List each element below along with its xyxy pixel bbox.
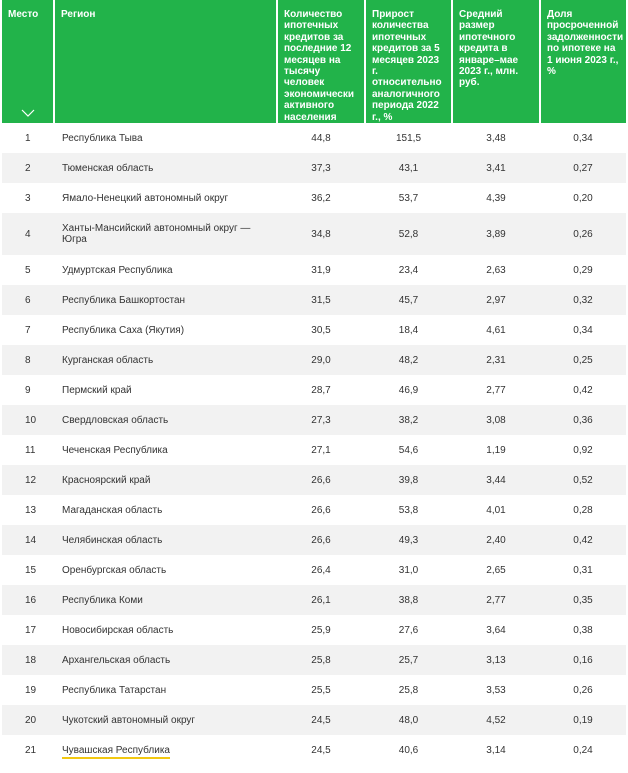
overdue-cell-text: 0,16 (573, 654, 593, 666)
overdue-cell-text: 0,92 (573, 444, 593, 456)
loans-cell (277, 435, 365, 465)
loans-cell-text: 34,8 (311, 228, 331, 240)
rank-cell (2, 675, 54, 705)
avg-size-cell-text: 2,77 (486, 594, 506, 606)
region-cell (54, 525, 277, 555)
growth-cell-text: 48,0 (398, 714, 419, 726)
avg-size-cell (452, 405, 540, 435)
rank-cell (2, 405, 54, 435)
table-row (2, 645, 626, 675)
avg-size-cell-text: 3,44 (486, 474, 506, 486)
overdue-cell (540, 615, 626, 645)
avg-size-cell (452, 615, 540, 645)
rank-cell-text: 9 (25, 384, 31, 396)
growth-cell (365, 153, 452, 183)
region-cell-text: Курганская область (62, 354, 154, 366)
rank-cell-text: 15 (25, 564, 37, 576)
loans-cell-text: 24,5 (311, 744, 331, 756)
region-cell (54, 285, 277, 315)
growth-cell (365, 675, 452, 705)
overdue-cell (540, 375, 626, 405)
region-cell (54, 705, 277, 735)
growth-cell (365, 465, 452, 495)
growth-cell-text: 54,6 (398, 444, 419, 456)
region-cell-text: Тюменская область (62, 162, 154, 174)
rank-cell-text: 21 (25, 744, 37, 756)
rank-cell (2, 705, 54, 735)
growth-cell-text: 31,0 (398, 564, 419, 576)
column-header-avg-size-label: Средний размер ипотечного кредита в январе–мае 2023 г., млн. руб. (459, 9, 519, 89)
growth-cell (365, 285, 452, 315)
growth-cell-text: 25,7 (398, 654, 419, 666)
loans-cell-text: 26,6 (311, 504, 331, 516)
loans-cell (277, 183, 365, 213)
growth-cell-text: 48,2 (398, 354, 419, 366)
region-cell-text: Свердловская область (62, 414, 169, 426)
rank-cell-text: 12 (25, 474, 37, 486)
overdue-cell (540, 285, 626, 315)
avg-size-cell (452, 735, 540, 765)
growth-cell-text: 27,6 (398, 624, 419, 636)
region-cell (54, 183, 277, 213)
growth-cell (365, 525, 452, 555)
rank-cell-text: 20 (25, 714, 37, 726)
region-cell (54, 255, 277, 285)
loans-cell (277, 615, 365, 645)
loans-cell (277, 585, 365, 615)
rank-cell-text: 2 (25, 162, 31, 174)
region-cell-text: Новосибирская область (62, 624, 174, 636)
avg-size-cell-text: 3,64 (486, 624, 506, 636)
column-header-loans[interactable] (277, 0, 365, 123)
avg-size-cell (452, 645, 540, 675)
rank-cell (2, 435, 54, 465)
avg-size-cell (452, 435, 540, 465)
region-cell (54, 123, 277, 153)
avg-size-cell (452, 495, 540, 525)
overdue-cell (540, 735, 626, 765)
loans-cell-text: 36,2 (311, 192, 331, 204)
overdue-cell-text: 0,19 (573, 714, 593, 726)
avg-size-cell-text: 3,53 (486, 684, 506, 696)
avg-size-cell-text: 4,61 (486, 324, 506, 336)
rank-cell-text: 13 (25, 504, 37, 516)
loans-cell-text: 28,7 (311, 384, 331, 396)
region-cell (54, 213, 277, 255)
growth-cell (365, 585, 452, 615)
growth-cell (365, 705, 452, 735)
growth-cell (365, 315, 452, 345)
rank-cell (2, 735, 54, 765)
rank-cell (2, 285, 54, 315)
overdue-cell (540, 405, 626, 435)
table-row (2, 405, 626, 435)
table-row (2, 183, 626, 213)
region-cell-text: Красноярский край (62, 474, 151, 486)
region-cell-text: Оренбургская область (62, 564, 167, 576)
column-header-region-label: Регион (61, 9, 96, 20)
growth-cell (365, 405, 452, 435)
rank-cell (2, 495, 54, 525)
rank-cell (2, 183, 54, 213)
growth-cell-text: 151,5 (395, 132, 422, 144)
overdue-cell-text: 0,27 (573, 162, 593, 174)
table-row (2, 585, 626, 615)
growth-cell (365, 735, 452, 765)
avg-size-cell-text: 1,19 (486, 444, 506, 456)
region-cell-text: Пермский край (62, 384, 132, 396)
loans-cell (277, 495, 365, 525)
loans-cell-text: 31,5 (311, 294, 331, 306)
avg-size-cell-text: 3,14 (486, 744, 506, 756)
overdue-cell-text: 0,26 (573, 684, 593, 696)
avg-size-cell (452, 705, 540, 735)
table-row (2, 285, 626, 315)
loans-cell-text: 44,8 (311, 132, 331, 144)
overdue-cell (540, 345, 626, 375)
overdue-cell-text: 0,29 (573, 264, 593, 276)
rank-cell-text: 7 (25, 324, 31, 336)
table-row (2, 735, 626, 765)
avg-size-cell (452, 285, 540, 315)
avg-size-cell (452, 345, 540, 375)
growth-cell (365, 255, 452, 285)
loans-cell (277, 735, 365, 765)
loans-cell (277, 123, 365, 153)
avg-size-cell-text: 2,40 (486, 534, 506, 546)
overdue-cell (540, 525, 626, 555)
growth-cell-text: 39,8 (398, 474, 419, 486)
column-header-loans-label: Количество ипотечных кредитов за последние 12 месяцев на тысячу человек экономически активного населения (284, 9, 355, 123)
overdue-cell (540, 465, 626, 495)
table-row (2, 345, 626, 375)
table-row (2, 375, 626, 405)
loans-cell-text: 26,4 (311, 564, 331, 576)
overdue-cell (540, 123, 626, 153)
loans-cell-text: 24,5 (311, 714, 331, 726)
region-cell (54, 405, 277, 435)
avg-size-cell (452, 255, 540, 285)
region-cell-text: Чеченская Республика (62, 444, 168, 456)
loans-cell (277, 345, 365, 375)
growth-cell (365, 183, 452, 213)
table-row (2, 525, 626, 555)
overdue-cell-text: 0,42 (573, 384, 593, 396)
rank-cell (2, 213, 54, 255)
rank-cell (2, 123, 54, 153)
table-row (2, 705, 626, 735)
avg-size-cell-text: 3,08 (486, 414, 506, 426)
avg-size-cell-text: 3,13 (486, 654, 506, 666)
region-cell (54, 735, 277, 765)
overdue-cell-text: 0,20 (573, 192, 593, 204)
growth-cell (365, 645, 452, 675)
loans-cell (277, 285, 365, 315)
avg-size-cell (452, 675, 540, 705)
loans-cell (277, 525, 365, 555)
table-row (2, 213, 626, 255)
region-cell-text: Республика Коми (62, 594, 143, 606)
overdue-cell-text: 0,24 (573, 744, 593, 756)
avg-size-cell (452, 525, 540, 555)
column-header-growth-label: Прирост количества ипотечных кредитов за 5 месяцев 2023 г. относительно аналогичного периода 2022 г., % (372, 9, 442, 123)
overdue-cell-text: 0,34 (573, 324, 593, 336)
overdue-cell (540, 435, 626, 465)
header-row (2, 0, 626, 123)
region-cell (54, 645, 277, 675)
growth-cell-text: 38,2 (398, 414, 419, 426)
growth-cell (365, 345, 452, 375)
avg-size-cell (452, 585, 540, 615)
growth-cell-text: 53,7 (398, 192, 419, 204)
overdue-cell (540, 315, 626, 345)
overdue-cell (540, 255, 626, 285)
loans-cell (277, 705, 365, 735)
region-cell (54, 375, 277, 405)
region-cell (54, 495, 277, 525)
region-cell (54, 153, 277, 183)
region-cell-text: Чувашская Республика (62, 745, 170, 759)
growth-cell-text: 25,8 (398, 684, 419, 696)
rank-cell-text: 8 (25, 354, 31, 366)
overdue-cell-text: 0,31 (573, 564, 593, 576)
loans-cell-text: 31,9 (311, 264, 331, 276)
rank-cell-text: 10 (25, 414, 37, 426)
overdue-cell-text: 0,25 (573, 354, 593, 366)
rank-cell (2, 153, 54, 183)
growth-cell-text: 46,9 (398, 384, 419, 396)
region-cell (54, 435, 277, 465)
growth-cell-text: 49,3 (398, 534, 419, 546)
region-cell (54, 615, 277, 645)
avg-size-cell (452, 153, 540, 183)
rank-cell (2, 375, 54, 405)
overdue-cell (540, 495, 626, 525)
rank-cell (2, 465, 54, 495)
growth-cell-text: 38,8 (398, 594, 419, 606)
overdue-cell-text: 0,34 (573, 132, 593, 144)
overdue-cell-text: 0,28 (573, 504, 593, 516)
growth-cell-text: 53,8 (398, 504, 419, 516)
growth-cell (365, 495, 452, 525)
region-cell-text: Челябинская область (62, 534, 163, 546)
rank-cell (2, 345, 54, 375)
loans-cell (277, 555, 365, 585)
growth-cell-text: 45,7 (398, 294, 419, 306)
growth-cell (365, 213, 452, 255)
avg-size-cell-text: 3,41 (486, 162, 506, 174)
rank-cell-text: 4 (25, 228, 31, 240)
loans-cell (277, 315, 365, 345)
loans-cell (277, 153, 365, 183)
overdue-cell-text: 0,52 (573, 474, 593, 486)
region-cell (54, 555, 277, 585)
avg-size-cell-text: 2,97 (486, 294, 506, 306)
table-row (2, 255, 626, 285)
loans-cell-text: 26,6 (311, 534, 331, 546)
overdue-cell (540, 675, 626, 705)
loans-cell-text: 25,5 (311, 684, 331, 696)
table-row (2, 495, 626, 525)
avg-size-cell-text: 2,31 (486, 354, 506, 366)
loans-cell (277, 465, 365, 495)
avg-size-cell-text: 2,77 (486, 384, 506, 396)
overdue-cell (540, 585, 626, 615)
loans-cell-text: 27,1 (311, 444, 331, 456)
column-header-overdue[interactable] (540, 0, 626, 123)
loans-cell-text: 26,6 (311, 474, 331, 486)
region-cell-text: Ханты-Мансийский автономный округ — Югра (62, 223, 251, 246)
overdue-cell (540, 213, 626, 255)
growth-cell-text: 23,4 (398, 264, 419, 276)
avg-size-cell-text: 3,89 (486, 228, 506, 240)
table-row (2, 465, 626, 495)
table-row (2, 153, 626, 183)
region-cell-text: Архангельская область (62, 654, 171, 666)
avg-size-cell-text: 4,01 (486, 504, 506, 516)
overdue-cell (540, 705, 626, 735)
column-header-overdue-label: Доля просроченной задолженности по ипотеке на 1 июня 2023 г., % (547, 9, 624, 78)
loans-cell (277, 255, 365, 285)
growth-cell (365, 123, 452, 153)
region-cell-text: Республика Саха (Якутия) (62, 324, 185, 336)
table-row (2, 615, 626, 645)
mortgage-ranking-table (2, 0, 626, 765)
loans-cell-text: 29,0 (311, 354, 331, 366)
avg-size-cell-text: 3,48 (486, 132, 506, 144)
region-cell (54, 345, 277, 375)
loans-cell (277, 213, 365, 255)
region-cell (54, 675, 277, 705)
overdue-cell (540, 153, 626, 183)
region-cell-text: Республика Татарстан (62, 684, 167, 696)
avg-size-cell (452, 123, 540, 153)
loans-cell-text: 37,3 (311, 162, 331, 174)
overdue-cell-text: 0,32 (573, 294, 593, 306)
loans-cell (277, 405, 365, 435)
growth-cell-text: 52,8 (398, 228, 419, 240)
loans-cell (277, 375, 365, 405)
loans-cell (277, 645, 365, 675)
rank-cell (2, 585, 54, 615)
column-header-growth[interactable] (365, 0, 452, 123)
rank-cell (2, 615, 54, 645)
table-row (2, 555, 626, 585)
column-header-region[interactable] (54, 0, 277, 123)
loans-cell (277, 675, 365, 705)
rank-cell-text: 14 (25, 534, 37, 546)
overdue-cell-text: 0,38 (573, 624, 593, 636)
column-header-rank-label: Место (8, 9, 39, 20)
overdue-cell-text: 0,26 (573, 228, 593, 240)
growth-cell (365, 435, 452, 465)
loans-cell-text: 30,5 (311, 324, 331, 336)
avg-size-cell (452, 183, 540, 213)
growth-cell-text: 18,4 (398, 324, 419, 336)
avg-size-cell-text: 4,39 (486, 192, 506, 204)
region-cell-text: Ямало-Ненецкий автономный округ (62, 192, 229, 204)
loans-cell-text: 27,3 (311, 414, 331, 426)
column-header-avg-size[interactable] (452, 0, 540, 123)
rank-cell-text: 19 (25, 684, 37, 696)
rank-cell-text: 18 (25, 654, 37, 666)
table-row (2, 123, 626, 153)
rank-cell (2, 525, 54, 555)
table-row (2, 315, 626, 345)
growth-cell (365, 615, 452, 645)
loans-cell-text: 25,9 (311, 624, 331, 636)
overdue-cell-text: 0,36 (573, 414, 593, 426)
avg-size-cell (452, 465, 540, 495)
avg-size-cell (452, 213, 540, 255)
avg-size-cell (452, 375, 540, 405)
rank-cell-text: 17 (25, 624, 37, 636)
overdue-cell-text: 0,35 (573, 594, 593, 606)
region-cell (54, 585, 277, 615)
rank-cell-text: 1 (25, 132, 31, 144)
rank-cell-text: 3 (25, 192, 31, 204)
region-cell-text: Республика Башкортостан (62, 294, 186, 306)
avg-size-cell-text: 4,52 (486, 714, 506, 726)
rank-cell-text: 5 (25, 264, 31, 276)
loans-cell-text: 25,8 (311, 654, 331, 666)
overdue-cell (540, 555, 626, 585)
overdue-cell (540, 645, 626, 675)
region-cell (54, 315, 277, 345)
table-body (2, 123, 626, 765)
overdue-cell-text: 0,42 (573, 534, 593, 546)
growth-cell-text: 40,6 (398, 744, 419, 756)
rank-cell (2, 645, 54, 675)
avg-size-cell-text: 2,65 (486, 564, 506, 576)
overdue-cell (540, 183, 626, 213)
rank-cell-text: 6 (25, 294, 31, 306)
avg-size-cell-text: 2,63 (486, 264, 506, 276)
region-cell (54, 465, 277, 495)
growth-cell (365, 555, 452, 585)
chevron-down-icon[interactable] (21, 109, 35, 117)
rank-cell-text: 16 (25, 594, 37, 606)
region-cell-text: Магаданская область (62, 504, 163, 516)
growth-cell-text: 43,1 (398, 162, 419, 174)
table-row (2, 435, 626, 465)
column-header-rank[interactable] (2, 0, 54, 123)
rank-cell (2, 255, 54, 285)
region-cell-text: Чукотский автономный округ (62, 714, 196, 726)
region-cell-text: Удмуртская Республика (62, 264, 173, 276)
rank-cell-text: 11 (25, 444, 36, 456)
avg-size-cell (452, 315, 540, 345)
growth-cell (365, 375, 452, 405)
loans-cell-text: 26,1 (311, 594, 331, 606)
rank-cell (2, 555, 54, 585)
rank-cell (2, 315, 54, 345)
avg-size-cell (452, 555, 540, 585)
region-cell-text: Республика Тыва (62, 132, 143, 144)
table-row (2, 675, 626, 705)
